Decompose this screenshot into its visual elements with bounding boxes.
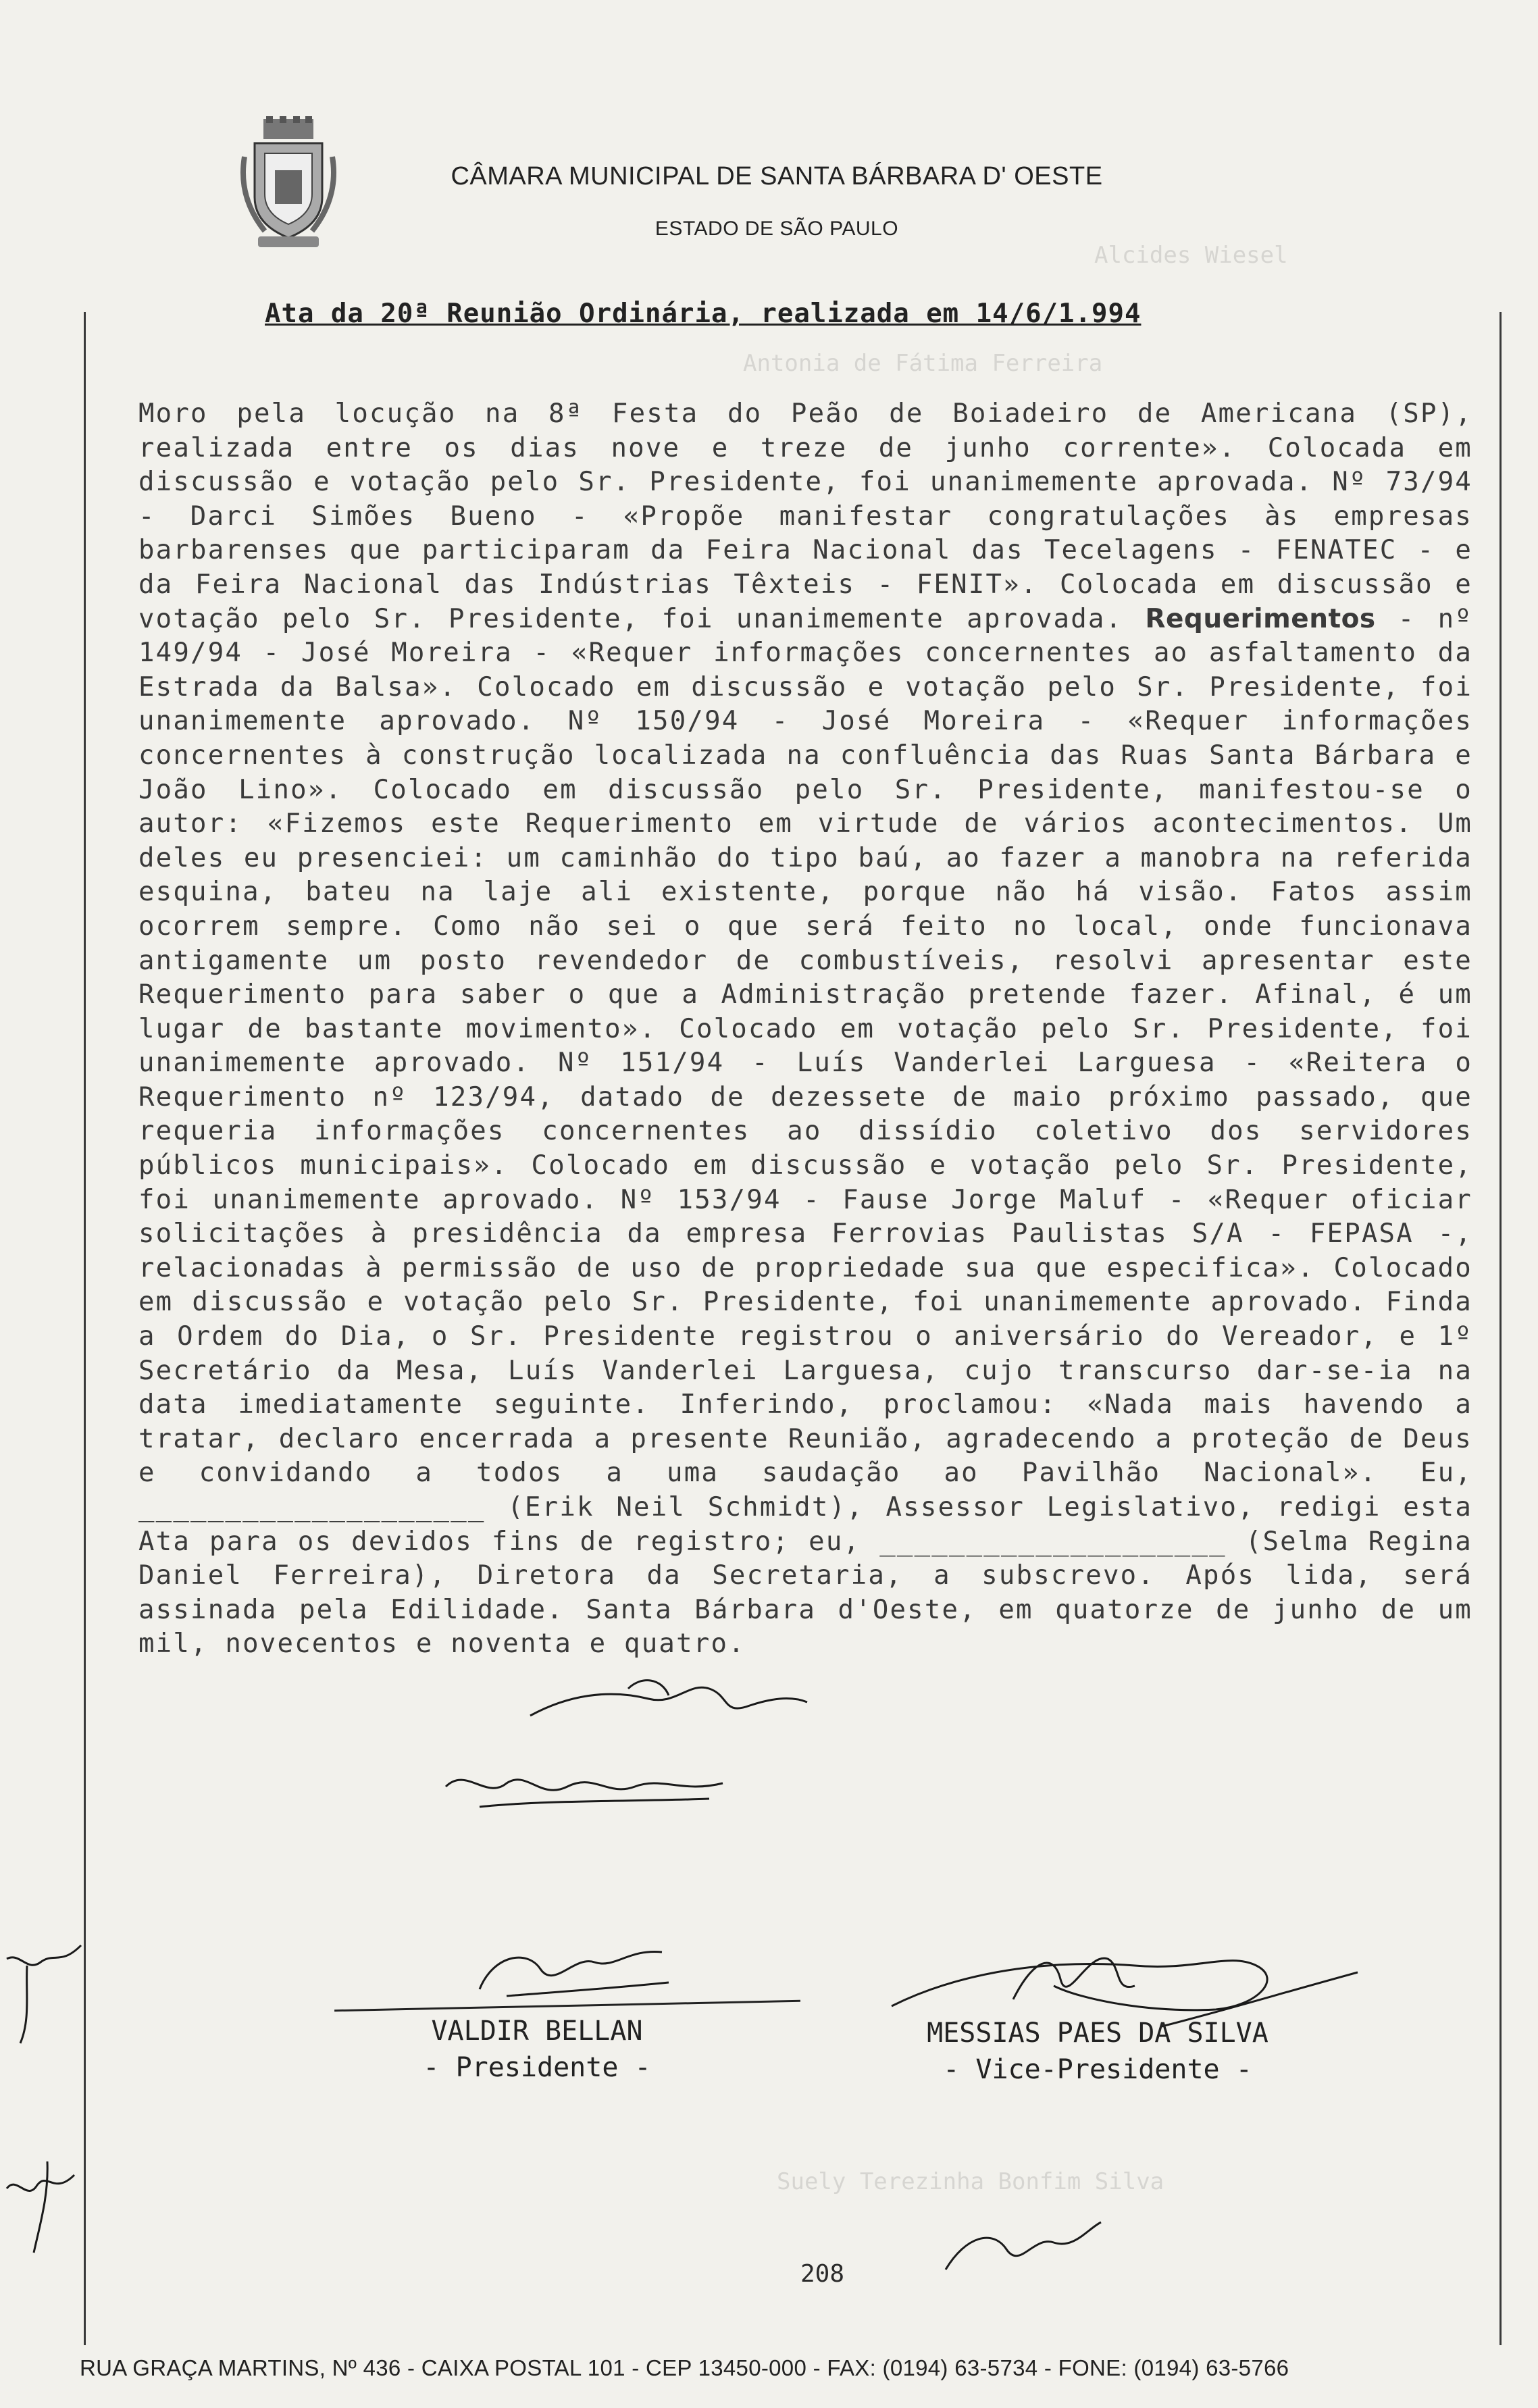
president-role: - Presidente -: [423, 2052, 651, 2083]
bleed-through-name-3: Suely Terezinha Bonfim Silva: [777, 2168, 1164, 2195]
minutes-title: Ata da 20ª Reunião Ordinária, realizada em 14/6/1.994: [265, 299, 1142, 329]
footer-address: RUA GRAÇA MARTINS, Nº 436 - CAIXA POSTAL 101 - CEP 13450-000 - FAX: (0194) 63-5734 - FONE: (0194) 63-5766: [80, 2355, 1289, 2380]
president-name: VALDIR BELLAN: [431, 2016, 643, 2047]
page-initials: [932, 2209, 1108, 2297]
page-number: 208: [800, 2260, 845, 2288]
director-signature: [439, 1760, 729, 1814]
vice-president-name: MESSIAS PAES DA SILVA: [927, 2018, 1268, 2049]
requirements-heading: Requerimentos: [1145, 603, 1376, 634]
body-paragraph-2: - nº 149/94 - José Moreira - «Requer informações concernentes ao asfaltamento da Estrada da Balsa». Colocado em discussão e votação pelo Sr. Presidente, foi unanimemente aprovado. Nº 150/94 - José Moreira - «Requer informações concernentes à construção localizada na confluência das Ruas Santa Bárbara e João Lino». Colocado em discussão pelo Sr. Presidente, manifestou-se o autor: «Fizemos este Requerimento em virtude de vários acontecimentos. Um deles eu presenciei: um caminhão do tipo baú, ao fazer a manobra na referida esquina, bateu na laje ali existente, porque não há visão. Fatos assim ocorrem sempre. Como não sei o que será feito no local, onde funcionava antigamente um posto revendedor de combustíveis, resolvi apresentar este Requerimento para saber o que a Administração pretende fazer. Afinal, é um lugar de bastante movimento». Colocado em votação pelo Sr. Presidente, foi unanimemente aprovado. Nº 151/94 - Luís Vanderlei Larguesa - «Reitera o Requerimento nº 123/94, datado de dezessete de maio próximo passado, que requeria informações concernentes ao dissídio coletivo dos servidores públicos municipais». Colocado em discussão e votação pelo Sr. Presidente, foi unanimemente aprovado. Nº 153/94 - Fause Jorge Maluf - «Requer oficiar solicitações à presidência da empresa Ferrovias Paulistas S/A - FEPASA -, relacionadas à permissão de uso de propriedade sua que especifica». Colocado em discussão e votação pelo Sr. Presidente, foi unanimemente aprovado. Finda a Ordem do Dia, o Sr. Presidente registrou o aniversário do Vereador, e 1º Secretário da Mesa, Luís Vanderlei Larguesa, cujo transcurso dar-se-ia na data imediatamente seguinte. Inferindo, proclamou: «Nada mais havendo a tratar, declaro encerrada a presente Reunião, agradecendo a proteção de Deus e convidando a todos a uma saudação ao Pavilhão Nacional». Eu, ____________________ (Erik Neil Schmidt), Assessor Legislativo, redigi esta Ata para os devidos fins de registro; eu, ____________________ (Selma Regina Daniel Ferreira), Diretora da Secretaria, a subscrevo. Após lida, será assinada pela Edilidade. Santa Bárbara d'Oeste, em quatorze de junho de um mil, novecentos e noventa e quatro.: [138, 603, 1472, 1660]
president-signature-block: [338, 2013, 736, 2086]
margin-initial-1: [0, 1932, 95, 2047]
assessor-signature: [527, 1668, 811, 1729]
state-name: ESTADO DE SÃO PAULO: [655, 217, 899, 240]
body-paragraph-1: Moro pela locução na 8ª Festa do Peão de Boiadeiro de Americana (SP), realizada entre os dias nove e treze de junho corrente». Colocada em discussão e votação pelo Sr. Presidente, foi unanimemente aprovada. Nº 73/94 - Darci Simões Bueno - «Propõe manifestar congratulações às empresas barbarenses que participaram da Feira Nacional das Tecelagens - FENATEC - e da Feira Nacional das Indústrias Têxteis - FENIT». Colocada em discussão e votação pelo Sr. Presidente, foi unanimemente aprovada.: [138, 399, 1472, 634]
vice-president-role: - Vice-Presidente -: [943, 2054, 1252, 2085]
minutes-body: [138, 397, 1472, 1662]
right-margin-rule: [1499, 312, 1502, 2345]
institution-name: CÂMARA MUNICIPAL DE SANTA BÁRBARA D' OESTE: [451, 162, 1103, 190]
bleed-through-name-1: Alcides Wiesel: [1094, 242, 1288, 269]
president-signature: [466, 1935, 675, 2009]
bleed-through-name-2: Antonia de Fátima Ferreira: [743, 350, 1103, 377]
margin-initial-2: [0, 2148, 81, 2256]
vice-president-signature-block: [871, 2015, 1324, 2088]
